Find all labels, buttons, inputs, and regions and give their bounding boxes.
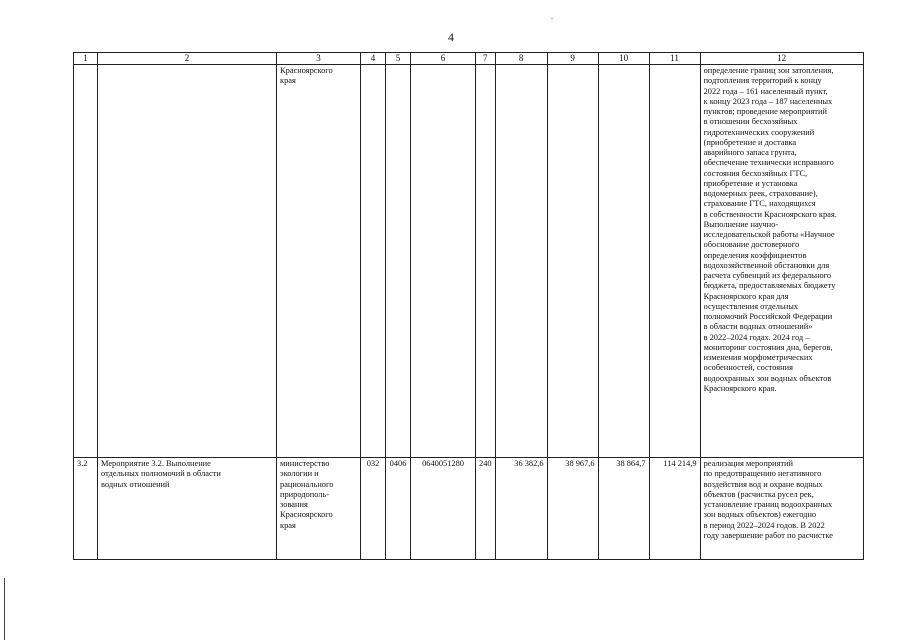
budget-table	[73, 52, 864, 560]
column-header: 1	[74, 53, 98, 65]
measure-name-cell: Мероприятие 3.2. Выполнение отдельных полномочий в области водных отношений	[98, 458, 277, 560]
target-code-cell: 0640051280	[411, 458, 476, 560]
expected-result-cell: определение границ зон затопления, подтопления территорий к концу 2022 года – 161 населенный пункт, к концу 2023 года – 187 населенных пунктов; проведение мероприятий в отношении бесхозяйных гидротехнических сооружений (приобретение и доставка аварийного запаса грунта, обеспечение технически исправного состояния бесхозяйных ГТС, приобретение и установка водомерных реек, страхование), страхование ГТС, находящихся в собственности Красноярского края. Выполнение научно- исследовательской работы «Научное обоснование достоверного определения коэффициентов водохозяйственной обстановки для расчета субвенций из федерального бюджета, предоставляемых бюджету Красноярского края для осуществления отдельных полномочий Российской Федерации в области водных отношений» в 2022–2024 годах. 2024 год – мониторинг состояния дна, берегов, изменения морфометрических особенностей, состояния водоохранных зон водных объектов Красноярского края.	[700, 65, 863, 458]
column-header: 12	[700, 53, 863, 65]
column-header: 4	[361, 53, 386, 65]
amount-total-cell: 114 214,9	[649, 458, 700, 560]
expense-type-cell: 240	[476, 458, 496, 560]
executor-cell: Красноярского края	[277, 65, 361, 458]
expense-type-cell	[476, 65, 496, 458]
table-row	[74, 458, 864, 560]
expected-result-cell: реализация мероприятий по предотвращению негативного воздействия вод и охране водных объектов (расчистка русел рек, установление границ водоохранных зон водных объектов) ежегодно в период 2022–2024 годов. В 2022 году завершение работ по расчистке	[700, 458, 863, 560]
amount-2022-cell: 36 382,6	[495, 458, 547, 560]
row-number-cell	[74, 65, 98, 458]
column-header: 6	[411, 53, 476, 65]
table-row	[74, 65, 864, 458]
section-code-cell: 0406	[386, 458, 411, 560]
amount-2024-cell	[598, 65, 649, 458]
row-number-cell: 3.2	[74, 458, 98, 560]
column-header: 3	[277, 53, 361, 65]
grbs-code-cell: 032	[361, 458, 386, 560]
page-number: 4	[448, 30, 454, 44]
amount-2024-cell: 38 864,7	[598, 458, 649, 560]
column-header: 2	[98, 53, 277, 65]
executor-cell: министерство экологии и рационального природополь- зования Красноярского края	[277, 458, 361, 560]
section-code-cell	[386, 65, 411, 458]
column-number-row	[74, 53, 864, 65]
scan-speck	[551, 18, 553, 19]
measure-name-cell	[98, 65, 277, 458]
target-code-cell	[411, 65, 476, 458]
grbs-code-cell	[361, 65, 386, 458]
column-header: 10	[598, 53, 649, 65]
amount-2023-cell	[547, 65, 598, 458]
column-header: 9	[547, 53, 598, 65]
scan-edge-line	[4, 578, 5, 640]
column-header: 5	[386, 53, 411, 65]
amount-total-cell	[649, 65, 700, 458]
column-header: 8	[495, 53, 547, 65]
amount-2022-cell	[495, 65, 547, 458]
amount-2023-cell: 38 967,6	[547, 458, 598, 560]
column-header: 11	[649, 53, 700, 65]
column-header: 7	[476, 53, 496, 65]
